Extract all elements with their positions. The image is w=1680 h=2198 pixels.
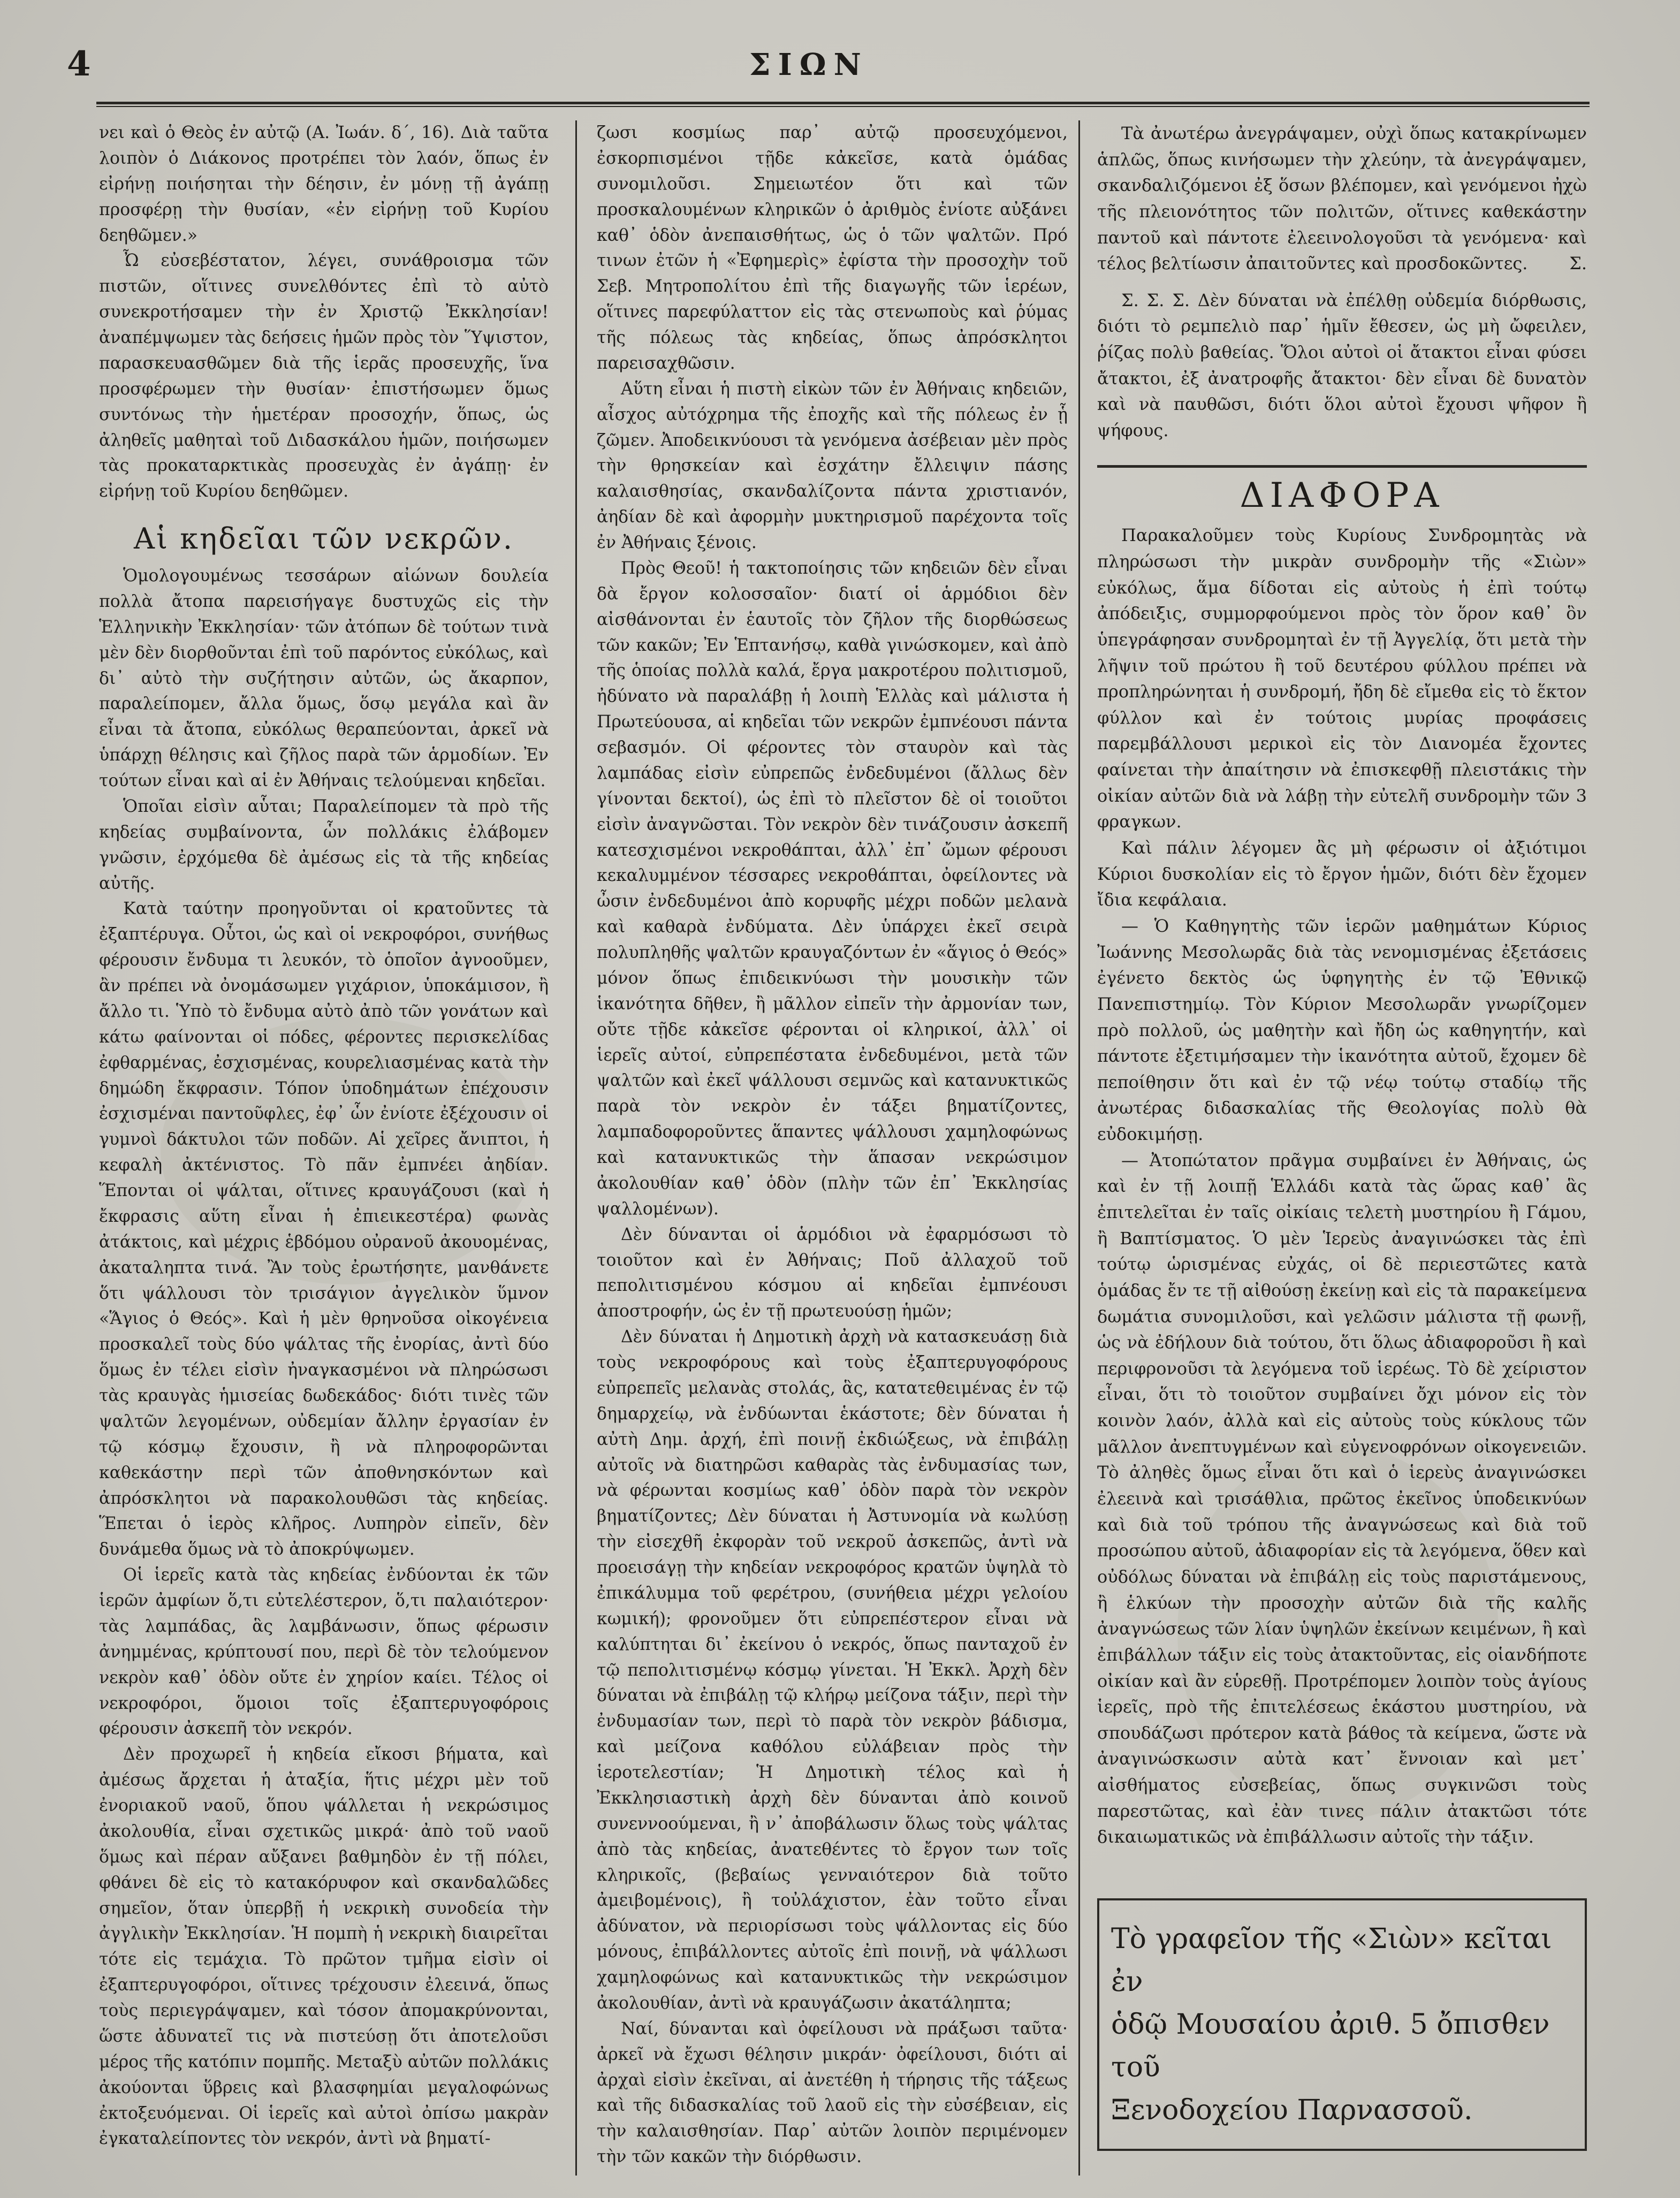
- paragraph: νει καὶ ὁ Θεὸς ἐν αὐτῷ (Α. Ἰωάν. δ΄, 16). Διὰ ταῦτα λοιπὸν ὁ Διάκονος προτρέπει τὸν λαόν, ὅπως ἐν εἰρήνῃ ποιήσηται τὴν δέησιν, ἐν μόνῃ τῇ ἀγάπῃ προσφέρῃ τὴν θυσίαν, «ἐν εἰρήνῃ τοῦ Κυρίου δεηθῶμεν.»: [99, 123, 549, 245]
- office-address-notice: [1097, 1898, 1587, 2151]
- paragraph: ζωσι κοσμίως παρ᾽ αὐτῷ προσευχόμενοι, ἐσκορπισμένοι τῇδε κἀκεῖσε, κατὰ ὁμάδας συνομιλοῦσι. Σημειωτέον ὅτι καὶ τῶν προσκαλουμένων κληρικῶν ὁ ἀριθμὸς ἐνίοτε αὐξάνει καθ᾽ ὁδὸν ἀνεπαισθήτως, ὡς ὁ τῶν ψαλτῶν. Πρό τινων ἐτῶν ἡ «Ἐφημερὶς» ἐφίστα τὴν προσοχὴν τοῦ Σεβ. Μητροπολίτου ἐπὶ τῆς διαγωγῆς τῶν ἱερέων, οἵτινες παρεφύλαττον εἰς τὰς στενωποὺς καὶ ῥύμας τῆς πόλεως τὰς κηδείας, ὅπως ἀπρόσκλητοι παρεισαχθῶσιν.: [597, 123, 1068, 373]
- section-rule: [1097, 465, 1587, 468]
- spacer: [1097, 277, 1587, 287]
- header-rule-thin: [96, 106, 1590, 107]
- column-2: [597, 120, 1068, 2170]
- column-divider: [1078, 120, 1080, 2176]
- header-rule: [96, 102, 1590, 104]
- paragraph: Οἱ ἱερεῖς κατὰ τὰς κηδείας ἐνδύονται ἐκ τῶν ἱερῶν ἀμφίων ὅ,τι εὐτελέστερον, ὅ,τι παλαιότερον· τὰς λαμπάδας, ἃς λαμβάνωσιν, ὅπως φέρωσιν ἀνημμένας, κρύπτουσί που, περὶ δὲ τὸν τελούμενον νεκρὸν καθ᾽ ὁδὸν οὔτε ἐν χηρίον καίει. Τέλος οἱ νεκροφόροι, ὅμοιοι τοῖς ἐξαπτερυγοφόροις φέρουσιν ἀσκεπῆ τὸν νεκρόν.: [99, 1565, 549, 1739]
- newspaper-title: ΣΙΩΝ: [749, 47, 869, 82]
- paragraph: Ὁμολογουμένως τεσσάρων αἰώνων δουλεία πολλὰ ἄτοπα παρεισήγαγε δυστυχῶς εἰς τὴν Ἑλληνικὴν Ἐκκλησίαν· τῶν ἀτόπων δὲ τούτων τινὰ μὲν δὲν διορθοῦνται ἐπὶ τοῦ παρόντος εὐκόλως, καὶ δι᾽ αὐτὸ τὴν συζήτησιν αὐτῶν, ὡς ἄκαρπον, παραλείπομεν, ἄλλα ὅμως, ὅσῳ μεγάλα καὶ ἂν εἶναι τὰ ἄτοπα, εὐκόλως θεραπεύονται, ἀρκεῖ νὰ ὑπάρχῃ θέλησις καὶ ζῆλος παρὰ τῶν ἁρμοδίων. Ἐν τούτων εἶναι καὶ αἱ ἐν Ἀθήναις τελούμεναι κηδεῖαι.: [99, 566, 549, 790]
- paragraph: Σ. Σ. Σ. Δὲν δύναται νὰ ἐπέλθῃ οὐδεμία διόρθωσις, διότι τὸ ρεμπελιὸ παρ᾽ ἡμῖν ἔθεσεν, ὡς μὴ ὤφειλεν, ῥίζας πολὺ βαθείας. Ὅλοι αὐτοὶ οἱ ἄτακτοι εἶναι φύσει ἄτακτοι, ἐξ ἀνατροφῆς ἄτακτοι· δὲν εἶναι δὲ δυνατὸν καὶ νὰ παυθῶσι, διότι ὅλοι αὐτοὶ ἔχουσι ψῆφον ἢ ψήφους.: [1097, 290, 1587, 441]
- section-heading-funerals: Αἱ κηδεῖαι τῶν νεκρῶν.: [133, 522, 514, 556]
- paragraph: — Ὁ Καθηγητὴς τῶν ἱερῶν μαθημάτων Κύριος Ἰωάννης Μεσολωρᾶς διὰ τὰς νενομισμένας ἐξετάσεις ἐγένετο δεκτὸς ὡς ὑφηγητὴς ἐν τῷ Ἐθνικῷ Πανεπιστημίῳ. Τὸν Κύριον Μεσολωρᾶν γνωρίζομεν πρὸ πολλοῦ, ὡς μαθητὴν καὶ ἤδη ὡς καθηγητήν, καὶ πάντοτε ἐξετιμήσαμεν τὴν ἱκανότητα αὐτοῦ, ἔχομεν δὲ πεποίθησιν ὅτι καὶ ἐν τῷ νέῳ τούτῳ σταδίῳ τῆς ἀνωτέρας διδασκαλίας τῆς Θεολογίας πολὺ θὰ εὐδοκιμήσῃ.: [1097, 915, 1587, 1145]
- column-divider: [575, 120, 577, 2176]
- paragraph: Δὲν προχωρεῖ ἡ κηδεία εἴκοσι βήματα, καὶ ἀμέσως ἄρχεται ἡ ἀταξία, ἥτις μέχρι μὲν τοῦ ἐνοριακοῦ ναοῦ, ὅπου ψάλλεται ἡ νεκρώσιμος ἀκολουθία, εἶναι σχετικῶς μικρά· ἀπὸ τοῦ ναοῦ ὅμως καὶ πέραν αὔξανει βαθμηδὸν ἐν τῇ πόλει, φθάνει δὲ εἰς τὸ κατακόρυφον καὶ σκανδαλῶδες σημεῖον, ὅταν ὑπερβῇ ἡ νεκρικὴ συνοδεία τὴν ἀγγλικὴν Ἐκκλησίαν. Ἡ πομπὴ ἡ νεκρικὴ διαιρεῖται τότε εἰς τεμάχια. Τὸ πρῶτον τμῆμα εἰσὶν οἱ ἐξαπτερυγοφόροι, οἵτινες τρέχουσιν ἐλεεινά, ὅπως τοὺς περιεγράψαμεν, καὶ τόσον ἀπομακρύνονται, ὥστε ἀδυνατεῖ τις νὰ πιστεύσῃ ὅτι ἀποτελοῦσι μέρος τῆς κατόπιν πομπῆς. Μεταξὺ αὐτῶν πολλάκις ἀκούονται ὕβρεις καὶ βλασφημίαι μεγαλοφώνως ἐκτοξευόμεναι. Οἱ ἱερεῖς καὶ αὐτοὶ ὀπίσω μακρὰν ἐγκαταλείποντες τὸν νεκρόν, ἀντὶ νὰ βηματί-: [99, 1745, 549, 2149]
- paragraph: Καὶ πάλιν λέγομεν ἂς μὴ φέρωσιν οἱ ἀξιότιμοι Κύριοι δυσκολίαν εἰς τὸ ἔργον ἡμῶν, διότι δὲν ἔχομεν ἴδια κεφάλαια.: [1097, 838, 1587, 910]
- paragraph: [1097, 120, 1587, 277]
- paragraph: Ὁποῖαι εἰσὶν αὗται; Παραλείπομεν τὰ πρὸ τῆς κηδείας συμβαίνοντα, ὧν πολλάκις ἐλάβομεν γνῶσιν, ἐρχόμεθα δὲ ἀμέσως εἰς τὰ τῆς κηδείας αὐτῆς.: [99, 796, 549, 893]
- column-3: [1097, 120, 1587, 2151]
- paragraph: Δὲν δύναται ἡ Δημοτικὴ ἀρχὴ νὰ κατασκευάσῃ διὰ τοὺς νεκροφόρους καὶ τοὺς ἐξαπτερυγοφόρους εὐπρεπεῖς μελανὰς στολάς, ἃς, κατατεθειμένας ἐν τῷ δημαρχείῳ, νὰ ἐνδύωνται ἑκάστοτε; δὲν δύναται ἡ αὐτὴ Δημ. ἀρχή, ἐπὶ ποινῇ ἐκδιώξεως, νὰ ἐπιβάλῃ αὐτοῖς νὰ διατηρῶσι καθαρὰς τὰς ἐνδυμασίας των, νὰ φέρωνται κοσμίως καθ᾽ ὁδὸν παρὰ τὸν νεκρὸν βηματίζοντες; Δὲν δύναται ἡ Ἀστυνομία νὰ κωλύσῃ τὴν εἰσεχθῆ ἐκφορὰν τοῦ νεκροῦ ἀσκεπῶς, ἀντὶ νὰ προεισάγῃ τὴν κηδείαν νεκροφόρος κρατῶν ὑψηλὰ τὸ ἐπικάλυμμα τοῦ φερέτρου, (συνήθεια μέχρι γελοίου κωμική); φρονοῦμεν ὅτι εὐπρεπέστερον εἶναι νὰ καλύπτηται δι᾽ ἐκείνου ὁ νεκρός, ὅπως πανταχοῦ ἐν τῷ πεπολιτισμένῳ κόσμῳ γίνεται. Ἡ Ἐκκλ. Ἀρχὴ δὲν δύναται νὰ ἐπιβάλῃ τῷ κλήρῳ μείζονα τάξιν, περὶ τὴν ἐνδυμασίαν των, περὶ τὸ παρὰ τὸν νεκρὸν βάδισμα, καὶ μείζονα καθόλου εὐλάβειαν πρὸς τὴν ἱεροτελεστίαν; Ἡ Δημοτικὴ τέλος καὶ ἡ Ἐκκλησιαστικὴ ἀρχὴ δὲν δύνανται ἀπὸ κοινοῦ συνεννοούμεναι, ἢ ν᾽ ἀποβάλωσιν ὅλως τοὺς ψάλτας ἀπὸ τὰς κηδείας, ἀνατεθέντες τὸ ἔργον των τοῖς κληρικοῖς, (βεβαίως γενναιότερον διὰ τοῦτο ἀμειβομένοις), ἢ τοὐλάχιστον, ἐὰν τοῦτο εἶναι ἀδύνατον, νὰ περιορίσωσι τοὺς ψάλλοντας εἰς δύο μόνους, ἐπιβάλλοντες αὐτοῖς ἐπὶ ποινῇ, νὰ ψάλλωσι χαμηλοφώνως καὶ κατανυκτικῶς τὴν νεκρώσιμον ἀκολουθίαν, ἀντὶ νὰ κραυγάζωσιν ἀκατάληπτα;: [597, 1327, 1068, 2013]
- paragraph: — Ἀτοπώτατον πρᾶγμα συμβαίνει ἐν Ἀθήναις, ὡς καὶ ἐν τῇ λοιπῇ Ἑλλάδι κατὰ τὰς ὥρας καθ᾽ ἃς ἐπιτελεῖται ἐν ταῖς οἰκίαις τελετὴ μυστηρίου ἢ Γάμου, ἢ Βαπτίσματος. Ὁ μὲν Ἱερεὺς ἀναγινώσκει τὰς ἐπὶ τούτῳ ὡρισμένας εὐχάς, οἱ δὲ περιεστῶτες κατὰ ὁμάδας ἔν τε τῇ αἰθούσῃ ἐκείνῃ καὶ εἰς τὰ παρακείμενα δωμάτια συνομιλοῦσι, καὶ γελῶσιν μάλιστα τῇ φωνῇ, ὡς νὰ ἐδήλουν διὰ τούτου, ὅτι ὅλως ἀδιαφοροῦσι ἢ καὶ περιφρονοῦσι τὰ λεγόμενα τοῦ ἱερέως. Τὸ δὲ χείριστον εἶναι, ὅτι τὸ τοιοῦτον συμβαίνει ὄχι μόνον εἰς τὸν κοινὸν λαόν, ἀλλὰ καὶ εἰς αὐτοὺς τοὺς κύκλους τῶν μᾶλλον ἀνεπτυγμένων καὶ εὐγενοφρόνων οἰκογενειῶν. Τὸ ἀληθὲς ὅμως εἶναι ὅτι καὶ ὁ ἱερεὺς ἀναγινώσκει ἐλεεινὰ καὶ τρισάθλια, πρῶτος ἐκεῖνος ὑποδεικνύων καὶ διὰ τοῦ τρόπου τῆς ἀναγνώσεως καὶ διὰ τοῦ προσώπου αὐτοῦ, ἀδιαφορίαν εἰς τὰ λεγόμενα, ὅθεν καὶ οὐδόλως δύναται νὰ ἐπιβάλῃ εἰς τοὺς παριστάμενους, ἢ ἑλκύων τὴν προσοχὴν αὐτῶν διὰ τῆς καλῆς ἀναγνώσεως τῶν λίαν ὑψηλῶν ἐκείνων κειμένων, ἢ καὶ ἐπιβάλλων τάξιν εἰς τοὺς ἀτακτοῦντας, εἰς οἱανδήποτε οἰκίαν καὶ ἂν εὑρεθῇ. Προτρέπομεν λοιπὸν τοὺς ἁγίους ἱερεῖς, πρὸ τῆς ἐπιτελέσεως ἑκάστου μυστηρίου, νὰ σπουδάζωσι πρότερον κατὰ βάθος τὰ κείμενα, ὥστε νὰ ἀναγινώσκωσιν αὐτὰ κατ᾽ ἔννοιαν καὶ μετ᾽ αἰσθήματος εὐσεβείας, ὅπως συγκινῶσι τοὺς παρεστῶτας, καὶ ἐὰν τινες πάλιν ἀτακτῶσι τότε δικαιωματικῶς νὰ ἐπιβάλλωσιν αὐτοῖς τὴν τάξιν.: [1097, 1150, 1587, 1847]
- notice-line: ὁδῷ Μουσαίου ἀριθ. 5 ὄπισθεν τοῦ: [1111, 2009, 1550, 2083]
- page-number: 4: [67, 44, 91, 84]
- paragraph: Ὦ εὐσεβέστατον, λέγει, συνάθροισμα τῶν πιστῶν, οἵτινες συνελθόντες ἐπὶ τὸ αὐτὸ συνεκροτήσαμεν τὴν ἐν Χριστῷ Ἐκκλησίαν! ἀναπέμψωμεν τὰς δεήσεις ἡμῶν πρὸς τὸν Ὕψιστον, παρασκευασθῶμεν διὰ τῆς ἱερᾶς προσευχῆς, ἵνα προσφέρωμεν τὴν θυσίαν· ἐπιστήσωμεν ὅμως συντόνως τὴν ἡμετέραν προσοχήν, ὅπως, ὡς ἀληθεῖς μαθηταὶ τοῦ Διδασκάλου ἡμῶν, ποιήσωμεν τὰς προκαταρκτικὰς προσευχὰς ἐν ἀγάπῃ· ἐν εἰρήνῃ τοῦ Κυρίου δεηθῶμεν.: [99, 251, 549, 501]
- notice-line: Ξενοδοχείου Παρνασσοῦ.: [1111, 2094, 1473, 2126]
- paragraph: Ναί, δύνανται καὶ ὀφείλουσι νὰ πράξωσι ταῦτα· ἀρκεῖ νὰ ἔχωσι θέλησιν μικράν· ὀφείλουσι, διότι αἱ ἀρχαὶ εἰσὶν ἐκεῖναι, αἱ ἀνετέθη ἡ τήρησις τῆς τάξεως καὶ τῆς διδασκαλίας τοῦ λαοῦ εἰς τὴν εὐσέβειαν, εἰς τὴν καλαισθησίαν. Παρ᾽ αὐτῶν λοιπὸν περιμένομεν τὴν τῶν κακῶν τὴν διόρθωσιν.: [597, 2019, 1068, 2167]
- paragraph: Δὲν δύνανται οἱ ἁρμόδιοι νὰ ἐφαρμόσωσι τὸ τοιοῦτον καὶ ἐν Ἀθήναις; Ποῦ ἀλλαχοῦ τοῦ πεπολιτισμένου κόσμου αἱ κηδεῖαι ἐμπνέουσι ἀποστροφήν, ὡς ἐν τῇ πρωτευούσῃ ἡμῶν;: [597, 1225, 1068, 1321]
- paragraph: Κατὰ ταύτην προηγοῦνται οἱ κρατοῦντες τὰ ἐξαπτέρυγα. Οὗτοι, ὡς καὶ οἱ νεκροφόροι, συνήθως φέρουσιν ἔνδυμα τι λευκόν, τὸ ὁποῖον ἀγνοοῦμεν, ἂν πρέπει νὰ ὀνομάσωμεν γιχάριον, ὑποκάμισον, ἢ ἄλλο τι. Ὑπὸ τὸ ἔνδυμα αὐτὸ ἀπὸ τῶν γονάτων καὶ κάτω φαίνονται οἱ πόδες, φέροντες περισκελίδας ἐφθαρμένας, ἐσχισμένας, κουρελιασμένας κατὰ τὴν δημώδη ἔκφρασιν. Τόπον ὑποδημάτων ἐπέχουσιν ἐσχισμέναι παντοῦφλες, ἐφ᾽ ὧν ἐνίοτε ἐξέχουσιν οἱ γυμνοὶ δάκτυλοι τῶν ποδῶν. Αἱ χεῖρες ἄνιπτοι, ἡ κεφαλὴ ἀκτένιστος. Τὸ πᾶν ἐμπνέει ἀηδίαν. Ἕπονται οἱ ψάλται, οἵτινες κραυγάζουσι (καὶ ἡ ἔκφρασις αὕτη εἶναι ἡ ἐπιεικεστέρα) φωνὰς ἀτάκτοις, καὶ μέχρις ἑβδόμου οὐρανοῦ ἀκουομένας, ἀκαταληπτα τινά. Ἂν τοὺς ἐρωτήσητε, μανθάνετε ὅτι ψάλλουσι τὸν τρισάγιον ἀγγελικὸν ὕμνον «Ἅγιος ὁ Θεός». Καὶ ἡ μὲν θρηνοῦσα οἰκογένεια προσκαλεῖ τοὺς δύο ψάλτας τῆς ἐνορίας, ἀντὶ δύο ὅμως ἐν τέλει εἰσὶν ἠναγκασμένοι νὰ πληρώσωσι τὰς κραυγὰς ἡμισείας δωδεκάδος· διότι τινὲς τῶν ψαλτῶν λεγομένων, οὐδεμίαν ἄλλην ἐργασίαν ἐν τῷ κόσμῳ ἔχουσιν, ἢ νὰ πληροφορῶνται καθεκάστην περὶ τῶν ἀποθνησκόντων καὶ ἀπρόσκλητοι νὰ παρακολουθῶσι τὰς κηδείας. Ἕπεται ὁ ἱερὸς κλῆρος. Λυπηρὸν εἰπεῖν, δὲν δυνάμεθα ὅμως νὰ τὸ ἀποκρύψωμεν.: [99, 899, 549, 1560]
- paragraph: Παρακαλοῦμεν τοὺς Κυρίους Συνδρομητὰς νὰ πληρώσωσι τὴν μικρὰν συνδρομὴν τῆς «Σιὼν» εὐκόλως, ἅμα δίδοται εἰς αὐτοὺς ἡ ἐπὶ τούτῳ ἀπόδειξις, συμμορφούμενοι πρὸς τὸν ὅρον καθ᾽ ὃν ὑπεγράφησαν συνδρομηταὶ ἐν τῇ Ἀγγελίᾳ, ὅτι μετὰ τὴν λῆψιν τοῦ πρώτου ἢ τοῦ δευτέρου φύλλου πρέπει νὰ προπληρώνηται ἡ συνδρομή, ἤδη δὲ εἴμεθα εἰς τὸ ἕκτον φύλλον καὶ ἐν τούτοις μυρίας προφάσεις παρεμβάλλουσι μερικοὶ εἰς τὸν Διανομέα ἔχοντες φαίνεται τὴν ἀπαίτησιν νὰ ἐπισκεφθῇ πλειστάκις τὴν οἰκίαν αὐτῶν διὰ νὰ λάβῃ τὴν εὐτελῆ συνδρομὴν τῶν 3 φραγκων.: [1097, 525, 1587, 832]
- paragraph-text: Τὰ ἀνωτέρω ἀνεγράψαμεν, οὐχὶ ὅπως κατακρίνωμεν ἁπλῶς, ὅπως κινήσωμεν τὴν χλεύην, τὰ ἀνεγράψαμεν, σκανδαλιζόμενοι ἐξ ὅσων βλέπομεν, καὶ γενόμενοι ἠχὼ τῆς πλειονότητος τῶν πολιτῶν, οἵτινες καθεκάστην παντοῦ καὶ πάντοτε ἐλεεινολογοῦσι τὰ γενόμενα· καὶ τέλος βελτίωσιν ἀπαιτοῦντες καὶ προσδοκῶντες.: [1097, 123, 1587, 274]
- column-1: [99, 120, 549, 2152]
- section-heading-miscellaneous: ΔΙΑΦΟΡΑ: [1240, 475, 1445, 515]
- paragraph: Πρὸς Θεοῦ! ἡ τακτοποίησις τῶν κηδειῶν δὲν εἶναι δὰ ἔργον κολοσσαῖον· διατί οἱ ἁρμόδιοι δὲν αἰσθάνονται ἐν ἑαυτοῖς τὸν ζῆλον τῆς διορθώσεως τῶν κακῶν; Ἐν Ἑπτανήσῳ, καθὰ γινώσκομεν, καὶ ἀπὸ τῆς ὁποίας πολλὰ καλά, ἔργα μακροτέρου πολιτισμοῦ, ἠδύνατο νὰ παραλάβῃ ἡ λοιπὴ Ἑλλὰς καὶ μάλιστα ἡ Πρωτεύουσα, αἱ κηδεῖαι τῶν νεκρῶν ἐμπνέουσι πάντα σεβασμόν. Οἱ φέροντες τὸν σταυρὸν καὶ τὰς λαμπάδας εἰσὶν εὐπρεπῶς ἐνδεδυμένοι (ἄλλως δὲν γίνονται δεκτοί), ὡς ἐπὶ τὸ πλεῖστον δὲ οἱ τοιοῦτοι εἰσὶν ἀναγνῶσται. Τὸν νεκρὸν δὲν τινάζουσιν ἀσκεπῆ κατεσχισμένοι νεκροθάπται, ἀλλ᾽ ἐπ᾽ ὤμων φέρουσι κεκαλυμμένον τέσσαρες νεκροθάπται, ὀφείλοντες νὰ ὦσιν ἐνδεδυμένοι ἀπὸ κορυφῆς μέχρι ποδῶν μελανὰ καὶ καθαρὰ ἐνδύματα. Δὲν ὑπάρχει ἐκεῖ σειρὰ πολυπληθῆς ψαλτῶν κραυγαζόντων ἐν «ἅγιος ὁ Θεός» μόνον ὅπως ἐπιδεικνύωσι τὴν μουσικὴν τῶν ἱκανότητα δῆθεν, ἢ μᾶλλον εἰπεῖν τὴν ἀρμονίαν των, οὔτε τῇδε κἀκεῖσε φέρονται οἱ κληρικοί, ἀλλ᾽ οἱ ἱερεῖς αὐτοί, εὐπρεπέστατα ἐνδεδυμένοι, μετὰ τῶν ψαλτῶν καὶ ἐκεῖ ψάλλουσι σεμνῶς καὶ κατανυκτικῶς παρὰ τὸν νεκρὸν ἐν τάξει βηματίζοντες, λαμπαδοφοροῦντες ἅπαντες ψάλλουσι χαμηλοφώνως καὶ κατανυκτικῶς τὴν ἅπασαν νεκρώσιμον ἀκολουθίαν καθ᾽ ὁδὸν (πλὴν τῶν ἐπ᾽ Ἐκκλησίας ψαλλομένων).: [597, 558, 1068, 1219]
- signature: Σ.: [1569, 253, 1587, 274]
- notice-line: Τὸ γραφεῖον τῆς «Σιὼν» κεῖται ἐν: [1111, 1923, 1552, 1998]
- paragraph: Αὕτη εἶναι ἡ πιστὴ εἰκὼν τῶν ἐν Ἀθήναις κηδειῶν, αἶσχος αὐτόχρημα τῆς ἐποχῆς καὶ τῆς πόλεως ἐν ᾗ ζῶμεν. Ἀποδεικνύουσι τὰ γενόμενα ἀσέβειαν μὲν πρὸς τὴν θρησκείαν καὶ ἐσχάτην ἔλλειψιν πάσης καλαισθησίας, σκανδαλίζοντα πάντα χριστιανόν, ἀηδίαν δὲ καὶ ἀφορμὴν μυκτηρισμοῦ παρέχοντα τοῖς ἐν Ἀθήναις ξένοις.: [597, 379, 1068, 552]
